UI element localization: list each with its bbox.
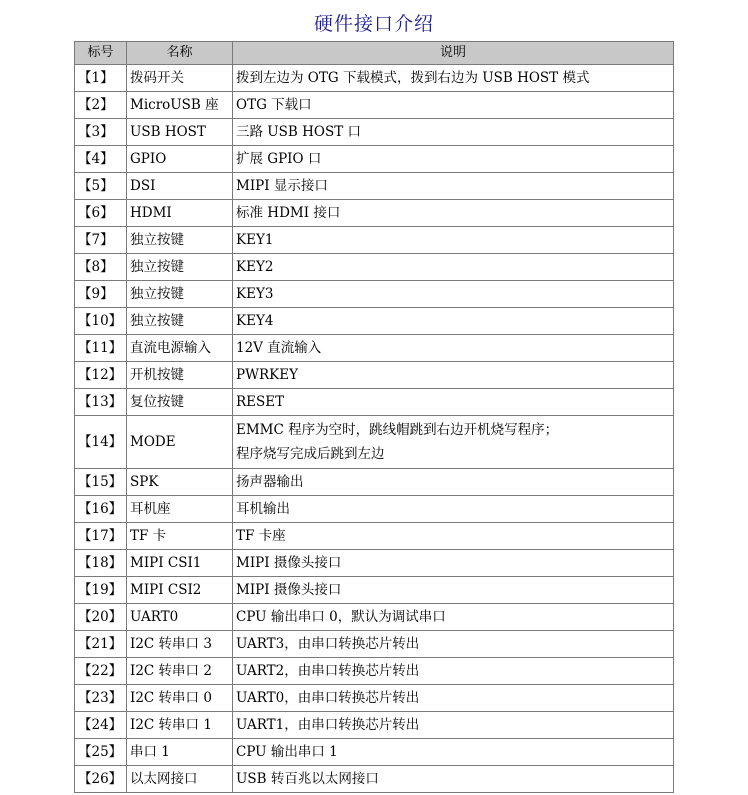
row-number: 【3】 xyxy=(75,119,127,146)
row-name: 拨码开关 xyxy=(127,65,233,92)
row-description: RESET xyxy=(233,389,674,416)
table-row xyxy=(75,416,674,469)
row-name: 串口 1 xyxy=(127,739,233,766)
table-row xyxy=(75,496,674,523)
row-description: UART1，由串口转换芯片转出 xyxy=(233,712,674,739)
table-row xyxy=(75,362,674,389)
row-number: 【15】 xyxy=(75,469,127,496)
table-row xyxy=(75,65,674,92)
row-name: I2C 转串口 3 xyxy=(127,631,233,658)
row-number: 【16】 xyxy=(75,496,127,523)
row-name: UART0 xyxy=(127,604,233,631)
table-row xyxy=(75,577,674,604)
row-number: 【10】 xyxy=(75,308,127,335)
header-name: 名称 xyxy=(127,42,233,65)
row-description: UART3，由串口转换芯片转出 xyxy=(233,631,674,658)
table-row xyxy=(75,335,674,362)
row-description: KEY3 xyxy=(233,281,674,308)
row-description: KEY1 xyxy=(233,227,674,254)
row-name: MicroUSB 座 xyxy=(127,92,233,119)
row-description: 扬声器输出 xyxy=(233,469,674,496)
row-description: UART0，由串口转换芯片转出 xyxy=(233,685,674,712)
table-header-row xyxy=(75,42,674,65)
row-name: 独立按键 xyxy=(127,227,233,254)
row-name: HDMI xyxy=(127,200,233,227)
row-description: KEY4 xyxy=(233,308,674,335)
table-row xyxy=(75,254,674,281)
table-body xyxy=(75,65,674,793)
table-row xyxy=(75,739,674,766)
row-number: 【1】 xyxy=(75,65,127,92)
table-row xyxy=(75,658,674,685)
row-description: 拨到左边为 OTG 下载模式，拨到右边为 USB HOST 模式 xyxy=(233,65,674,92)
row-name: USB HOST xyxy=(127,119,233,146)
table-row xyxy=(75,92,674,119)
row-description: CPU 输出串口 1 xyxy=(233,739,674,766)
row-number: 【24】 xyxy=(75,712,127,739)
row-description: TF 卡座 xyxy=(233,523,674,550)
row-description: UART2，由串口转换芯片转出 xyxy=(233,658,674,685)
row-name: SPK xyxy=(127,469,233,496)
table-row xyxy=(75,631,674,658)
table-row xyxy=(75,550,674,577)
row-number: 【7】 xyxy=(75,227,127,254)
row-name: I2C 转串口 2 xyxy=(127,658,233,685)
row-name: GPIO xyxy=(127,146,233,173)
table-row xyxy=(75,469,674,496)
table-row xyxy=(75,200,674,227)
row-number: 【14】 xyxy=(75,416,127,469)
row-description: MIPI 摄像头接口 xyxy=(233,550,674,577)
row-number: 【11】 xyxy=(75,335,127,362)
interface-table xyxy=(74,41,674,793)
row-name: MIPI CSI2 xyxy=(127,577,233,604)
row-name: I2C 转串口 1 xyxy=(127,712,233,739)
row-number: 【19】 xyxy=(75,577,127,604)
header-num: 标号 xyxy=(75,42,127,65)
row-description: 扩展 GPIO 口 xyxy=(233,146,674,173)
row-description: 耳机输出 xyxy=(233,496,674,523)
row-description: PWRKEY xyxy=(233,362,674,389)
row-name: DSI xyxy=(127,173,233,200)
row-description: OTG 下载口 xyxy=(233,92,674,119)
table-row xyxy=(75,173,674,200)
row-name: MIPI CSI1 xyxy=(127,550,233,577)
row-description: MIPI 摄像头接口 xyxy=(233,577,674,604)
row-number: 【12】 xyxy=(75,362,127,389)
description-line: EMMC 程序为空时，跳线帽跳到右边开机烧写程序； xyxy=(236,422,559,438)
row-number: 【23】 xyxy=(75,685,127,712)
description-line: 程序烧写完成后跳到左边 xyxy=(236,446,385,462)
row-number: 【9】 xyxy=(75,281,127,308)
row-description: 标准 HDMI 接口 xyxy=(233,200,674,227)
row-name: 直流电源输入 xyxy=(127,335,233,362)
table-row xyxy=(75,119,674,146)
table-row xyxy=(75,308,674,335)
row-name: 以太网接口 xyxy=(127,766,233,793)
row-description xyxy=(233,416,674,469)
table-row xyxy=(75,766,674,793)
row-number: 【5】 xyxy=(75,173,127,200)
row-name: 独立按键 xyxy=(127,308,233,335)
row-number: 【25】 xyxy=(75,739,127,766)
row-number: 【20】 xyxy=(75,604,127,631)
row-number: 【13】 xyxy=(75,389,127,416)
table-row xyxy=(75,389,674,416)
row-number: 【22】 xyxy=(75,658,127,685)
row-number: 【21】 xyxy=(75,631,127,658)
row-number: 【18】 xyxy=(75,550,127,577)
row-description: 12V 直流输入 xyxy=(233,335,674,362)
table-row xyxy=(75,281,674,308)
row-description: KEY2 xyxy=(233,254,674,281)
row-number: 【4】 xyxy=(75,146,127,173)
row-name: TF 卡 xyxy=(127,523,233,550)
row-name: 耳机座 xyxy=(127,496,233,523)
table-row xyxy=(75,712,674,739)
page-title: 硬件接口介绍 xyxy=(313,13,434,35)
row-description: CPU 输出串口 0，默认为调试串口 xyxy=(233,604,674,631)
row-description: MIPI 显示接口 xyxy=(233,173,674,200)
table-row xyxy=(75,227,674,254)
row-name: 开机按键 xyxy=(127,362,233,389)
table-row xyxy=(75,146,674,173)
table-row xyxy=(75,685,674,712)
row-number: 【17】 xyxy=(75,523,127,550)
row-number: 【8】 xyxy=(75,254,127,281)
row-name: 独立按键 xyxy=(127,254,233,281)
row-description: USB 转百兆以太网接口 xyxy=(233,766,674,793)
row-number: 【6】 xyxy=(75,200,127,227)
row-number: 【26】 xyxy=(75,766,127,793)
row-name: 独立按键 xyxy=(127,281,233,308)
row-number: 【2】 xyxy=(75,92,127,119)
table-row xyxy=(75,523,674,550)
row-name: MODE xyxy=(127,416,233,469)
table-row xyxy=(75,604,674,631)
row-name: 复位按键 xyxy=(127,389,233,416)
row-description: 三路 USB HOST 口 xyxy=(233,119,674,146)
row-name: I2C 转串口 0 xyxy=(127,685,233,712)
header-desc: 说明 xyxy=(233,42,674,65)
